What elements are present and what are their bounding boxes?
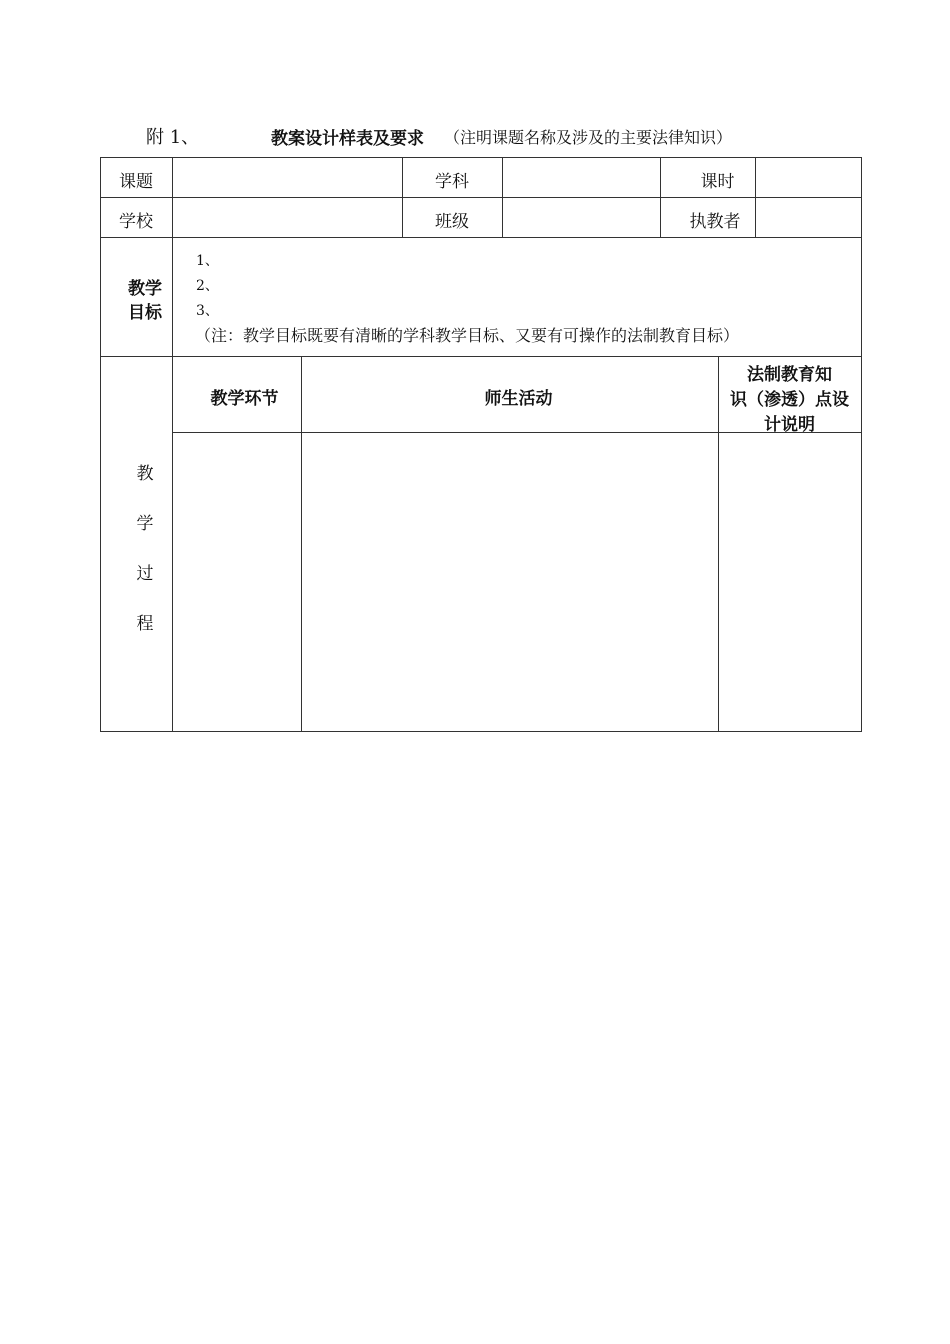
objective-item-3: 3、 bbox=[196, 303, 219, 319]
table-border-left bbox=[100, 157, 101, 732]
col-law-knowledge-line2: 识（渗透）点设 bbox=[730, 390, 849, 410]
table-border-right bbox=[861, 157, 862, 732]
page-heading bbox=[0, 123, 950, 153]
table-rule-col3 bbox=[502, 157, 503, 238]
col-teaching-stage: 教学环节 bbox=[210, 389, 279, 409]
subject-label: 学科 bbox=[435, 172, 469, 192]
col-law-knowledge-line3: 计说明 bbox=[764, 415, 815, 435]
attachment-label: 附 1、 bbox=[146, 127, 200, 148]
table-border-top bbox=[100, 157, 862, 158]
teacher-label: 执教者 bbox=[689, 212, 741, 232]
table-rule-stage-col bbox=[301, 356, 302, 732]
table-rule-objectives bbox=[100, 356, 862, 357]
table-rule-row2 bbox=[100, 237, 862, 238]
process-label-char-3: 过 bbox=[136, 564, 154, 584]
objectives-label-line1: 教学 bbox=[128, 279, 162, 299]
process-label-char-1: 教 bbox=[136, 464, 154, 484]
table-rule-label-col bbox=[172, 157, 173, 732]
objective-item-1: 1、 bbox=[196, 253, 219, 269]
page-title: 教案设计样表及要求 bbox=[271, 129, 424, 149]
process-label-char-2: 学 bbox=[136, 514, 154, 534]
col-teacher-student-activity: 师生活动 bbox=[484, 389, 553, 409]
table-rule-row1 bbox=[100, 197, 862, 198]
objective-item-2: 2、 bbox=[196, 278, 219, 294]
topic-label: 课题 bbox=[119, 172, 153, 192]
period-label: 课时 bbox=[700, 172, 735, 192]
title-note: （注明课题名称及涉及的主要法律知识） bbox=[444, 128, 733, 147]
col-law-knowledge-line1: 法制教育知 bbox=[747, 365, 832, 385]
objectives-label-line2: 目标 bbox=[128, 303, 162, 323]
school-label: 学校 bbox=[119, 212, 153, 232]
process-label-char-4: 程 bbox=[136, 614, 154, 634]
objectives-note: （注：教学目标既要有清晰的学科教学目标、又要有可操作的法制教育目标） bbox=[195, 326, 740, 345]
table-border-bottom bbox=[100, 731, 862, 732]
class-label: 班级 bbox=[435, 212, 469, 232]
